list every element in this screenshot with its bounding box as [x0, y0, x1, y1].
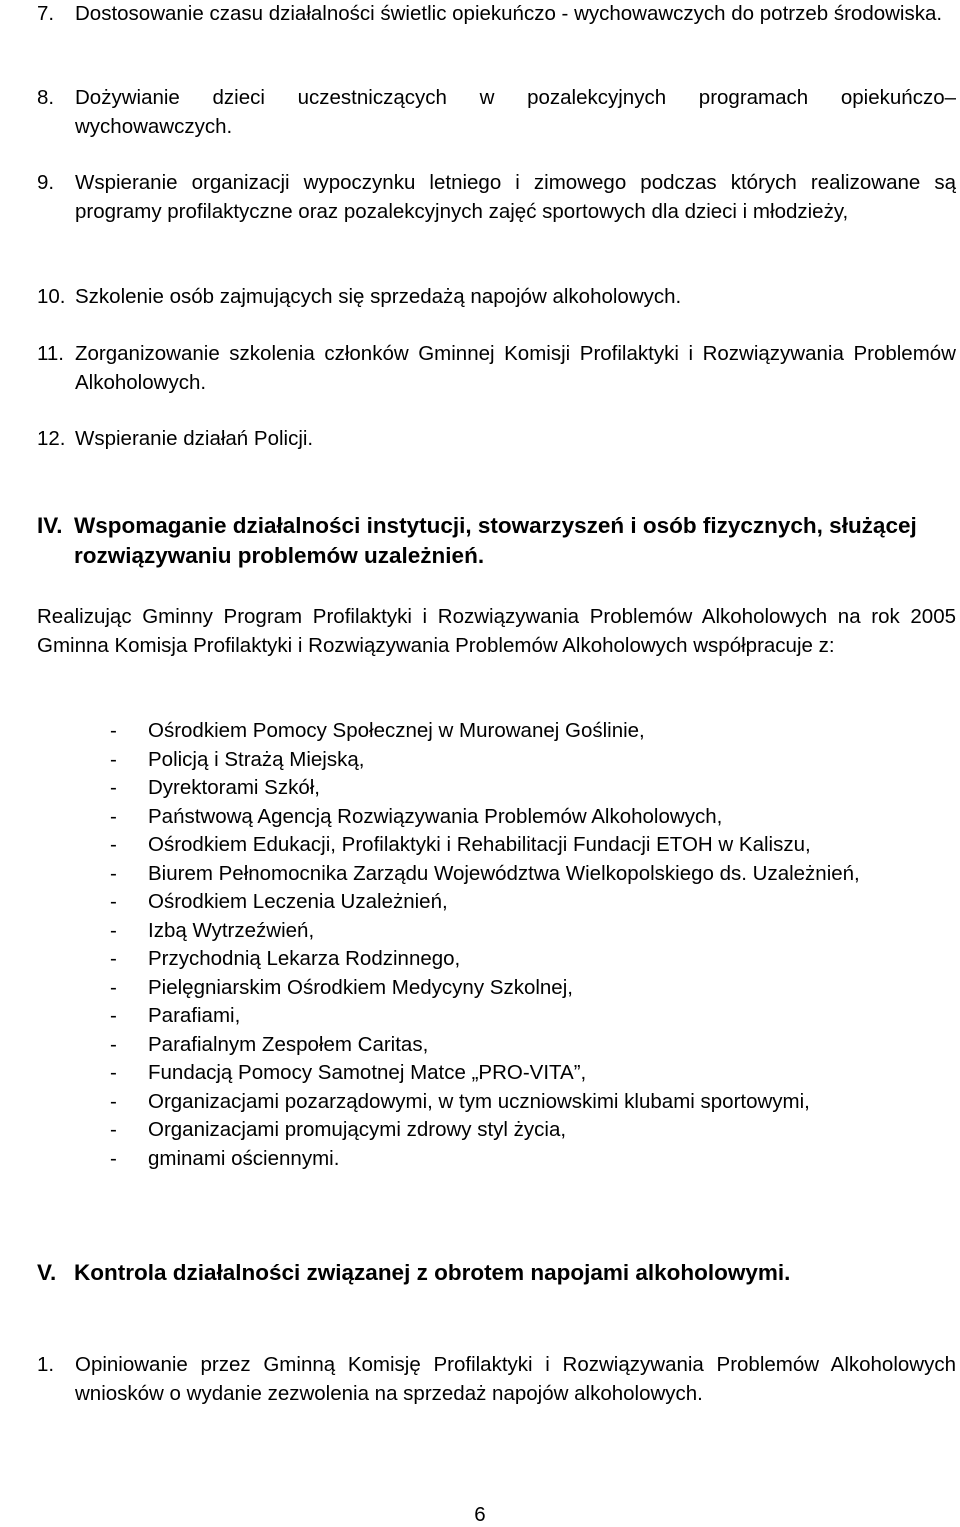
- list-item: [110, 917, 956, 946]
- list-dash: -: [110, 861, 117, 885]
- partner-name: Parafiami,: [148, 1004, 241, 1027]
- partner-name: Parafialnym Zespołem Caritas,: [148, 1032, 429, 1056]
- list-dash: -: [110, 1089, 117, 1113]
- item-number: 11.: [37, 342, 64, 365]
- list-item-12: [37, 425, 956, 454]
- list-dash: -: [110, 1004, 117, 1027]
- partner-name: Pielęgniarskim Ośrodkiem Medycyny Szkolnej,: [148, 975, 573, 999]
- partner-name: Przychodnią Lekarza Rodzinnego,: [148, 947, 461, 970]
- list-item: [110, 860, 956, 889]
- list-item: [110, 945, 956, 974]
- list-item: [110, 974, 956, 1003]
- list-dash: -: [110, 747, 117, 771]
- list-item: [110, 1116, 956, 1145]
- list-dash: -: [110, 1032, 117, 1056]
- partner-name: Dyrektorami Szkół,: [148, 776, 321, 799]
- section-title: Wspomaganie działalności instytucji, stowarzyszeń i osób fizycznych, służącej rozwiązywaniu problemów uzależnień.: [74, 513, 917, 568]
- list-dash: -: [110, 918, 117, 942]
- list-dash: -: [110, 975, 117, 999]
- item-number: 1.: [37, 1353, 55, 1376]
- item-number: 10.: [37, 285, 66, 308]
- list-item: [110, 1059, 956, 1088]
- item-number: 8.: [37, 86, 55, 109]
- list-item: [110, 1002, 956, 1031]
- list-item: [110, 717, 956, 746]
- list-dash: -: [110, 804, 117, 828]
- list-item-8: [37, 84, 956, 141]
- item-text: Dostosowanie czasu działalności świetlic opiekuńczo - wychowawczych do potrzeb środowiska.: [75, 2, 943, 25]
- section-title: Kontrola działalności związanej z obrotem napojami alkoholowymi.: [74, 1260, 791, 1285]
- section-v-item-1: [37, 1351, 956, 1408]
- partner-name: gminami ościennymi.: [148, 1146, 340, 1170]
- section-number: V.: [37, 1260, 57, 1285]
- item-text: Dożywianie dzieci uczestniczących w pozalekcyjnych programach opiekuńczo– wychowawczych.: [75, 86, 956, 138]
- list-item-10: [37, 283, 956, 312]
- list-dash: -: [110, 890, 117, 913]
- list-dash: -: [110, 719, 117, 742]
- list-item: [110, 1088, 956, 1117]
- partner-name: Fundacją Pomocy Samotnej Matce „PRO-VITA”,: [148, 1061, 587, 1084]
- list-item-11: [37, 340, 956, 397]
- list-item-9: [37, 169, 956, 226]
- partner-name: Organizacjami promującymi zdrowy styl życia,: [148, 1118, 567, 1141]
- section-number: IV.: [37, 513, 63, 538]
- list-dash: -: [110, 947, 117, 970]
- partners-list: [110, 717, 956, 1173]
- list-dash: -: [110, 833, 117, 856]
- list-item: [110, 803, 956, 832]
- section-iv-heading: [37, 511, 956, 571]
- partner-name: Państwową Agencją Rozwiązywania Problemów Alkoholowych,: [148, 804, 723, 828]
- item-text: Szkolenie osób zajmujących się sprzedażą napojów alkoholowych.: [75, 285, 682, 308]
- partner-name: Izbą Wytrzeźwień,: [148, 918, 315, 942]
- item-number: 9.: [37, 171, 55, 194]
- list-item: [110, 888, 956, 917]
- list-dash: -: [110, 1118, 117, 1141]
- partner-name: Biurem Pełnomocnika Zarządu Województwa Wielkopolskiego ds. Uzależnień,: [148, 861, 860, 885]
- partner-name: Ośrodkiem Leczenia Uzależnień,: [148, 890, 448, 913]
- item-text: Wspieranie organizacji wypoczynku letniego i zimowego podczas których realizowane są programy profilaktyczne oraz pozalekcyjnych zajęć sportowych dla dzieci i młodzieży,: [75, 171, 956, 223]
- partner-name: Policją i Strażą Miejską,: [148, 747, 365, 771]
- list-item: [110, 1145, 956, 1174]
- section-v-heading: [37, 1258, 956, 1288]
- list-item: [110, 1031, 956, 1060]
- list-item: [110, 774, 956, 803]
- list-dash: -: [110, 1146, 117, 1170]
- list-item: [110, 831, 956, 860]
- page-number: 6: [474, 1503, 486, 1526]
- list-dash: -: [110, 776, 117, 799]
- item-text: Opiniowanie przez Gminną Komisję Profilaktyki i Rozwiązywania Problemów Alkoholowych wniosków o wydanie zezwolenia na sprzedaż napojów alkoholowych.: [75, 1353, 956, 1405]
- item-text: Zorganizowanie szkolenia członków Gminnej Komisji Profilaktyki i Rozwiązywania Problemów Alkoholowych.: [75, 342, 956, 394]
- partner-name: Ośrodkiem Edukacji, Profilaktyki i Rehabilitacji Fundacji ETOH w Kaliszu,: [148, 833, 811, 856]
- list-dash: -: [110, 1061, 117, 1084]
- section-iv-intro: Realizując Gminny Program Profilaktyki i Rozwiązywania Problemów Alkoholowych na rok 2005 Gminna Komisja Profilaktyki i Rozwiązywania Problemów Alkoholowych współpracuje z:: [37, 605, 956, 657]
- item-number: 12.: [37, 427, 66, 450]
- list-item-7: [37, 0, 956, 29]
- item-text: Wspieranie działań Policji.: [75, 427, 314, 450]
- item-number: 7.: [37, 2, 55, 25]
- partner-name: Ośrodkiem Pomocy Społecznej w Murowanej Goślinie,: [148, 719, 645, 742]
- partner-name: Organizacjami pozarządowymi, w tym uczniowskimi klubami sportowymi,: [148, 1089, 810, 1113]
- list-item: [110, 746, 956, 775]
